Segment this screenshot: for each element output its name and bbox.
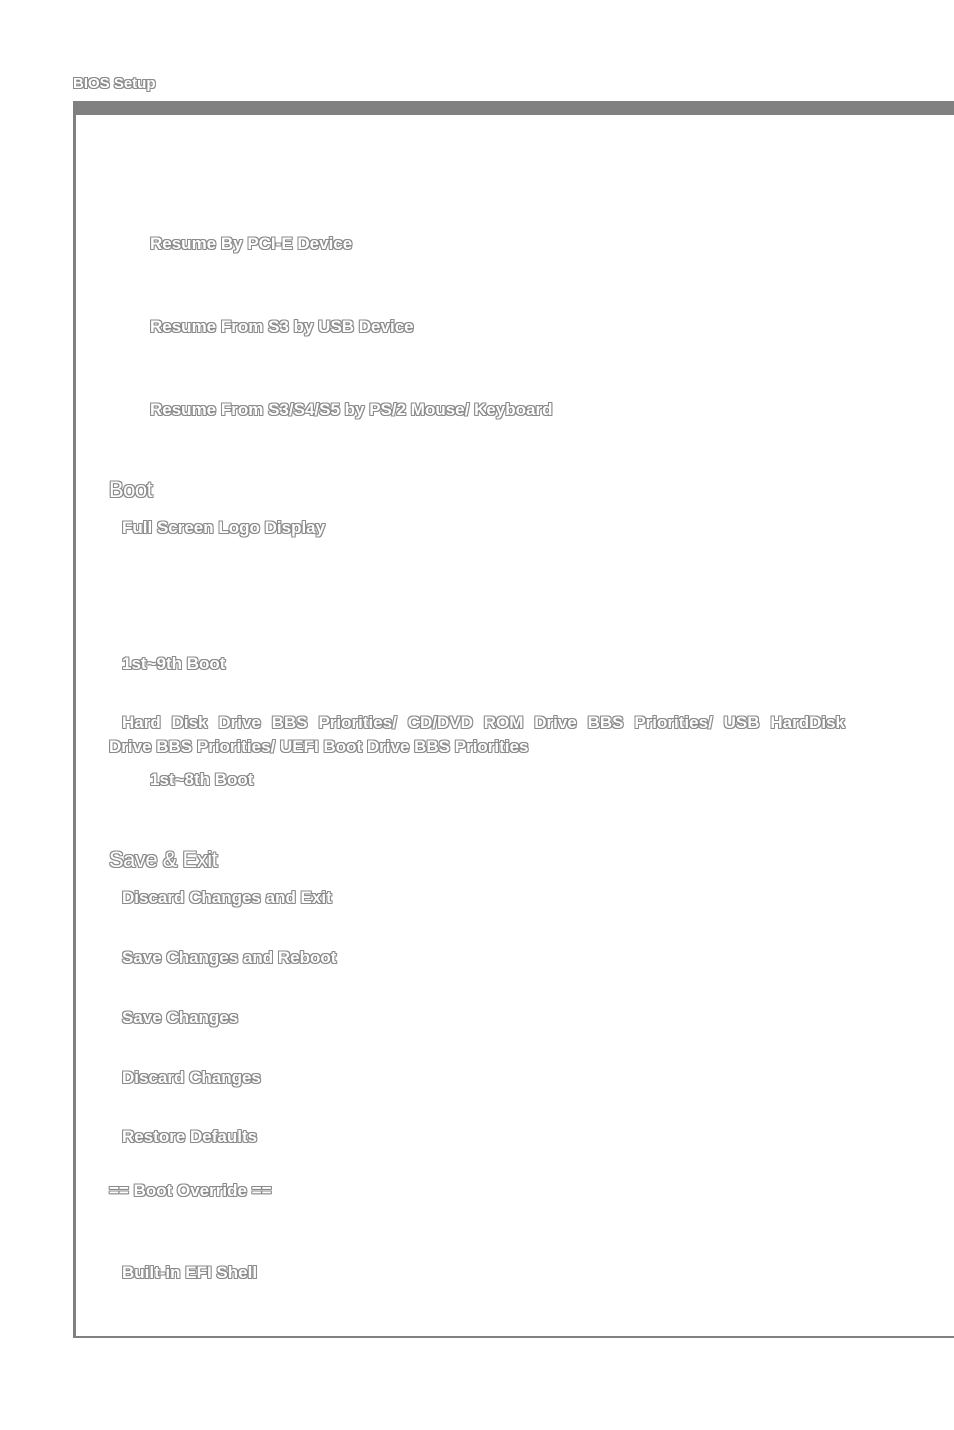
- full-screen-logo-display: Full Screen Logo Display: [122, 518, 326, 537]
- save-changes-and-reboot: Save Changes and Reboot: [122, 948, 337, 967]
- boot-section-title: Boot: [109, 477, 153, 502]
- bbs-priorities-line-1: Hard Disk Drive BBS Priorities/ CD/DVD ROM Drive BBS Priorities/ USB HardDisk: [122, 713, 845, 732]
- frame-left-border: [73, 101, 76, 1338]
- first-ninth-boot: 1st~9th Boot: [122, 654, 226, 673]
- page-header-label: BIOS Setup: [73, 75, 156, 92]
- discard-changes: Discard Changes: [122, 1068, 261, 1087]
- built-in-efi-shell: Built-in EFI Shell: [122, 1263, 258, 1282]
- bbs-priorities-line-2: Drive BBS Priorities/ UEFI Boot Drive BBS Priorities: [109, 737, 529, 756]
- save-changes: Save Changes: [122, 1008, 239, 1027]
- discard-changes-and-exit: Discard Changes and Exit: [122, 888, 332, 907]
- frame-top-bar: [73, 101, 954, 115]
- resume-ps2-mouse-keyboard: Resume From S3/S4/S5 by PS/2 Mouse/ Keyboard: [150, 400, 553, 419]
- resume-s3-usb-device: Resume From S3 by USB Device: [150, 317, 414, 336]
- first-eighth-boot: 1st~8th Boot: [150, 770, 254, 789]
- frame-bottom-border: [73, 1336, 954, 1338]
- boot-override-heading: == Boot Override ==: [109, 1181, 272, 1200]
- resume-pcie-device: Resume By PCI-E Device: [150, 234, 353, 253]
- save-exit-section-title: Save & Exit: [109, 847, 218, 872]
- restore-defaults: Restore Defaults: [122, 1127, 258, 1146]
